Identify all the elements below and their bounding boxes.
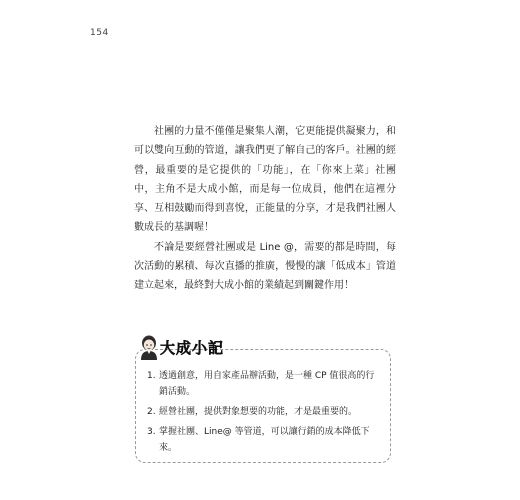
- body-paragraph: 社團的力量不僅僅是聚集人潮，它更能提供凝聚力，和可以雙向互動的管道，讓我們更了解自己的客戶。社團的經營，最重要的是它提供的「功能」，在「你來上菜」社團中，主角不是大成小館，而是每一位成員，他們在這裡分享、互相鼓勵而得到喜悅，正能量的分享，才是我們社團人數成長的基調喔！: [134, 126, 396, 234]
- summary-item-text: 透過創意，用自家產品辦活動，是一種 CP 值很高的行銷活動。: [159, 371, 375, 397]
- summary-item: [147, 368, 379, 400]
- summary-item-number: 1.: [147, 371, 156, 381]
- summary-item: [147, 404, 379, 420]
- body-text: [134, 122, 396, 296]
- summary-title: 大成小記: [160, 339, 225, 357]
- author-avatar-icon: [138, 334, 160, 360]
- summary-item-number: 2.: [147, 407, 156, 417]
- summary-item-text: 經營社團，提供對象想要的功能，才是最重要的。: [159, 407, 358, 417]
- summary-item-text: 掌握社團、Line@ 等管道，可以讓行銷的成本降低下來。: [159, 427, 370, 453]
- summary-item-number: 3.: [147, 427, 156, 437]
- summary-item: [147, 424, 379, 456]
- summary-header: [138, 334, 248, 364]
- summary-list: [147, 368, 379, 460]
- body-paragraph: 不論是要經營社團或是 Line @，需要的都是時間，每次活動的累積、每次直播的推廣，慢慢的讓「低成本」管道建立起來，最終對大成小館的業績起到關鍵作用！: [134, 241, 396, 292]
- page-number: 154: [90, 28, 109, 38]
